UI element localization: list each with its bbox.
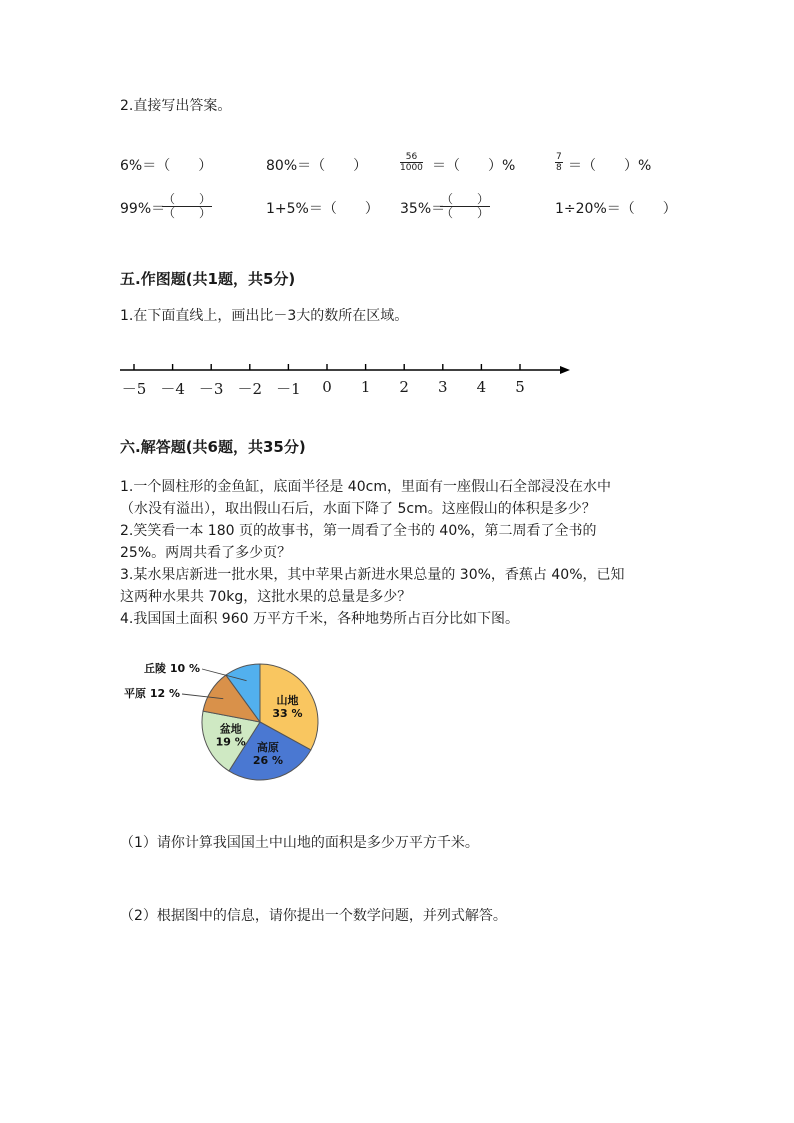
calc-title: 2.直接写出答案。 <box>120 98 232 114</box>
section6-q1-line2: （水没有溢出），取出假山石后，水面下降了 5cm。这座假山的体积是多少？ <box>120 501 596 517</box>
section6-q1-line1: 1.一个圆柱形的金鱼缸，底面半径是 40cm，里面有一座假山石全部浸没在水中 <box>120 479 611 495</box>
section6-q2-line1: 2.笑笑看一本 180 页的故事书，第一周看了全书的 40%，第二周看了全书的 <box>120 523 597 539</box>
number-line-tick-label: 1 <box>360 378 371 396</box>
section6-q3-line1: 3.某水果店新进一批水果，其中苹果占新进水果总量的 30%，香蕉占 40%，已知 <box>120 567 625 583</box>
pie-label-value-盆地: 19 % <box>215 735 246 749</box>
number-line-tick-label: －4 <box>160 380 185 398</box>
pie-label-value-山地: 33 % <box>272 706 303 720</box>
calc-item-1plus5percent: 1+5%＝（ ） <box>266 201 379 217</box>
calc-item-35percent: 35%＝ <box>400 201 446 217</box>
fraction-56-1000: $\frac{56}{1000}$ <box>400 152 423 173</box>
paren-fraction-1: （ ） （ ） <box>162 192 211 220</box>
calc-item-6percent: 6%＝（ ） <box>120 158 213 174</box>
section6-heading: 六.解答题(共6题，共35分) <box>120 438 306 456</box>
number-line-tick-label: 5 <box>515 378 525 396</box>
section6-sub2: （2）根据图中的信息，请你提出一个数学问题，并列式解答。 <box>120 908 507 924</box>
number-line-tick-label: －3 <box>198 380 224 398</box>
pie-label-value-高原: 26 % <box>252 753 284 767</box>
calc-item-80percent: 80%＝（ ） <box>266 158 368 174</box>
pie-label-name-高原: 高原 <box>256 740 279 754</box>
pie-label-平原: 平原 12 % <box>124 687 180 700</box>
number-line <box>0 355 794 385</box>
number-line-tick-label: －5 <box>121 380 147 398</box>
number-line-tick-label: －2 <box>237 380 263 398</box>
terrain-pie-chart <box>110 650 350 800</box>
calc-item-fraction-56: ＝（ ）% <box>432 158 516 174</box>
pie-label-name-盆地: 盆地 <box>219 722 242 736</box>
calc-item-99percent: 99%＝ <box>120 201 166 217</box>
number-line-tick-label: 3 <box>438 378 448 396</box>
number-line-tick-label: －1 <box>276 380 301 398</box>
section6-sub1: （1）请你计算我国国土中山地的面积是多少万平方千米。 <box>120 835 479 851</box>
number-line-tick-label: 2 <box>399 378 409 396</box>
calc-item-1div20percent: 1÷20%＝（ ） <box>555 201 677 217</box>
section6-q2-line2: 25%。两周共看了多少页？ <box>120 545 292 561</box>
number-line-arrow-icon <box>560 366 570 374</box>
fraction-7-8: $\frac{7}{8}$ <box>556 152 562 173</box>
pie-label-丘陵: 丘陵 10 % <box>144 662 200 675</box>
number-line-tick-label: 0 <box>322 378 332 396</box>
calc-item-fraction-7: ＝（ ）% <box>568 158 652 174</box>
section5-heading: 五.作图题(共1题，共5分) <box>120 270 296 288</box>
paren-fraction-2: （ ） （ ） <box>440 192 489 220</box>
section5-q1: 1.在下面直线上，画出比－3大的数所在区域。 <box>120 308 409 324</box>
number-line-ticks <box>134 364 520 370</box>
section6-q3-line2: 这两种水果共 70kg，这批水果的总量是多少？ <box>120 589 412 605</box>
number-line-tick-label: 4 <box>476 378 487 396</box>
pie-label-name-山地: 山地 <box>276 693 299 707</box>
section6-q4: 4.我国国土面积 960 万平方千米，各种地势所占百分比如下图。 <box>120 611 519 627</box>
